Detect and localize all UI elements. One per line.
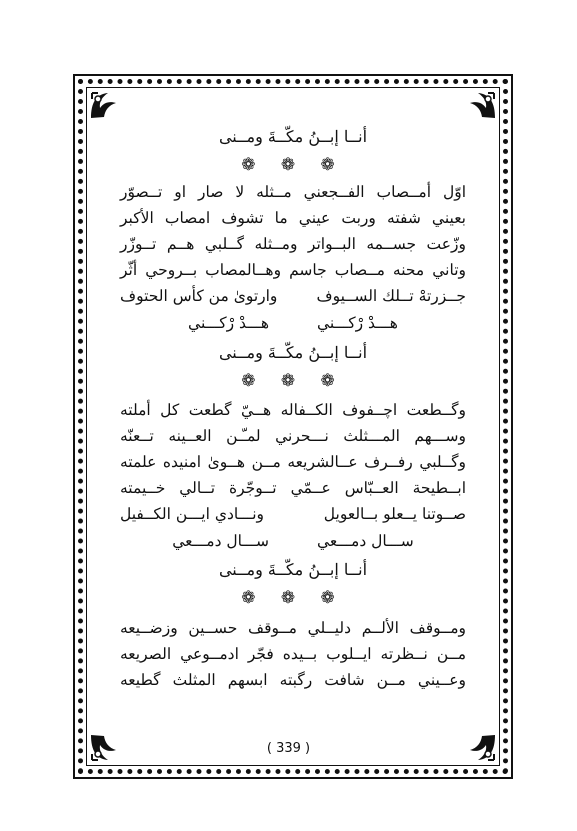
chorus-line: أنــا إبــنُ مكّــةَ ومــنى	[218, 560, 368, 579]
refrain-word: هـــدْ رْكـــني	[188, 314, 269, 332]
verse-line: وگــطعت اچــفوف الكــفاله هــيّ گطعت كل أملته	[120, 401, 466, 419]
chorus-line: أنــا إبــنُ مكّــةَ ومــنى	[218, 343, 368, 362]
refrain-word: ســـال دمـــعي	[317, 532, 414, 550]
refrain-word: ســـال دمـــعي	[172, 532, 269, 550]
corner-ornament-icon	[88, 89, 120, 121]
verse-line: مــن نــظرته ايــلوب بــيده فجّر ادمــوعي الصريعه	[120, 645, 466, 663]
chorus-line: أنــا إبــنُ مكّــةَ ومــنى	[218, 127, 368, 146]
verse-line: وتاني محنه مــصاب جاسم وهــالمصاب بــروحي أثّر	[120, 261, 466, 279]
verse-line: بعيني شفته وربت عيني ما تشوف امصاب الأكبر	[120, 209, 466, 227]
hemistich: جــزرتهْ تــلك الســيوف	[316, 287, 466, 305]
verse-line: وعــيني مــن شافت رگبته ابسهم المثلث گطيعه	[120, 671, 466, 689]
verse-line: ابــطيحة العــبّاس عــمّي تــوجّرة تــالي خــيمته	[120, 479, 466, 497]
refrain-line	[120, 529, 466, 553]
hemistich: وارتوىٰ من كأس الحتوف	[120, 287, 278, 305]
verse-line: وزّعت جســمه البــواتر ومــثله گــلبي هــم تــوزّر	[120, 235, 466, 253]
page-number: ( 339 )	[266, 741, 311, 756]
verse-line-split	[120, 284, 466, 308]
verse-line: وگــلبي رفــرف عــالشريعه مــن هــوىٰ امنيده علمته	[120, 453, 466, 471]
verse-line-split	[120, 502, 466, 526]
star-separator-icon: ❁ ❁ ❁	[241, 371, 345, 391]
refrain-word: هـــدْ رْكـــني	[317, 314, 398, 332]
verse-line: ومــوقف الألــم دليــلي مــوقف حســين وزضــيعه	[120, 619, 466, 637]
corner-ornament-icon	[466, 89, 498, 121]
star-separator-icon: ❁ ❁ ❁	[241, 155, 345, 175]
star-separator-icon: ❁ ❁ ❁	[241, 588, 345, 608]
verse-line: اوّل أمــصاب الفــجعني مــثله لا صار او تــصوّر	[120, 183, 466, 201]
hemistich: ونـــادي ايـــن الكــفيل	[120, 505, 265, 523]
hemistich: صــوتنا يــعلو بــالعويل	[323, 505, 466, 523]
refrain-line	[120, 311, 466, 335]
verse-line: وســـهم المـــثلث نـــحرني لمـّـن العــينه تــعنّه	[120, 427, 466, 445]
